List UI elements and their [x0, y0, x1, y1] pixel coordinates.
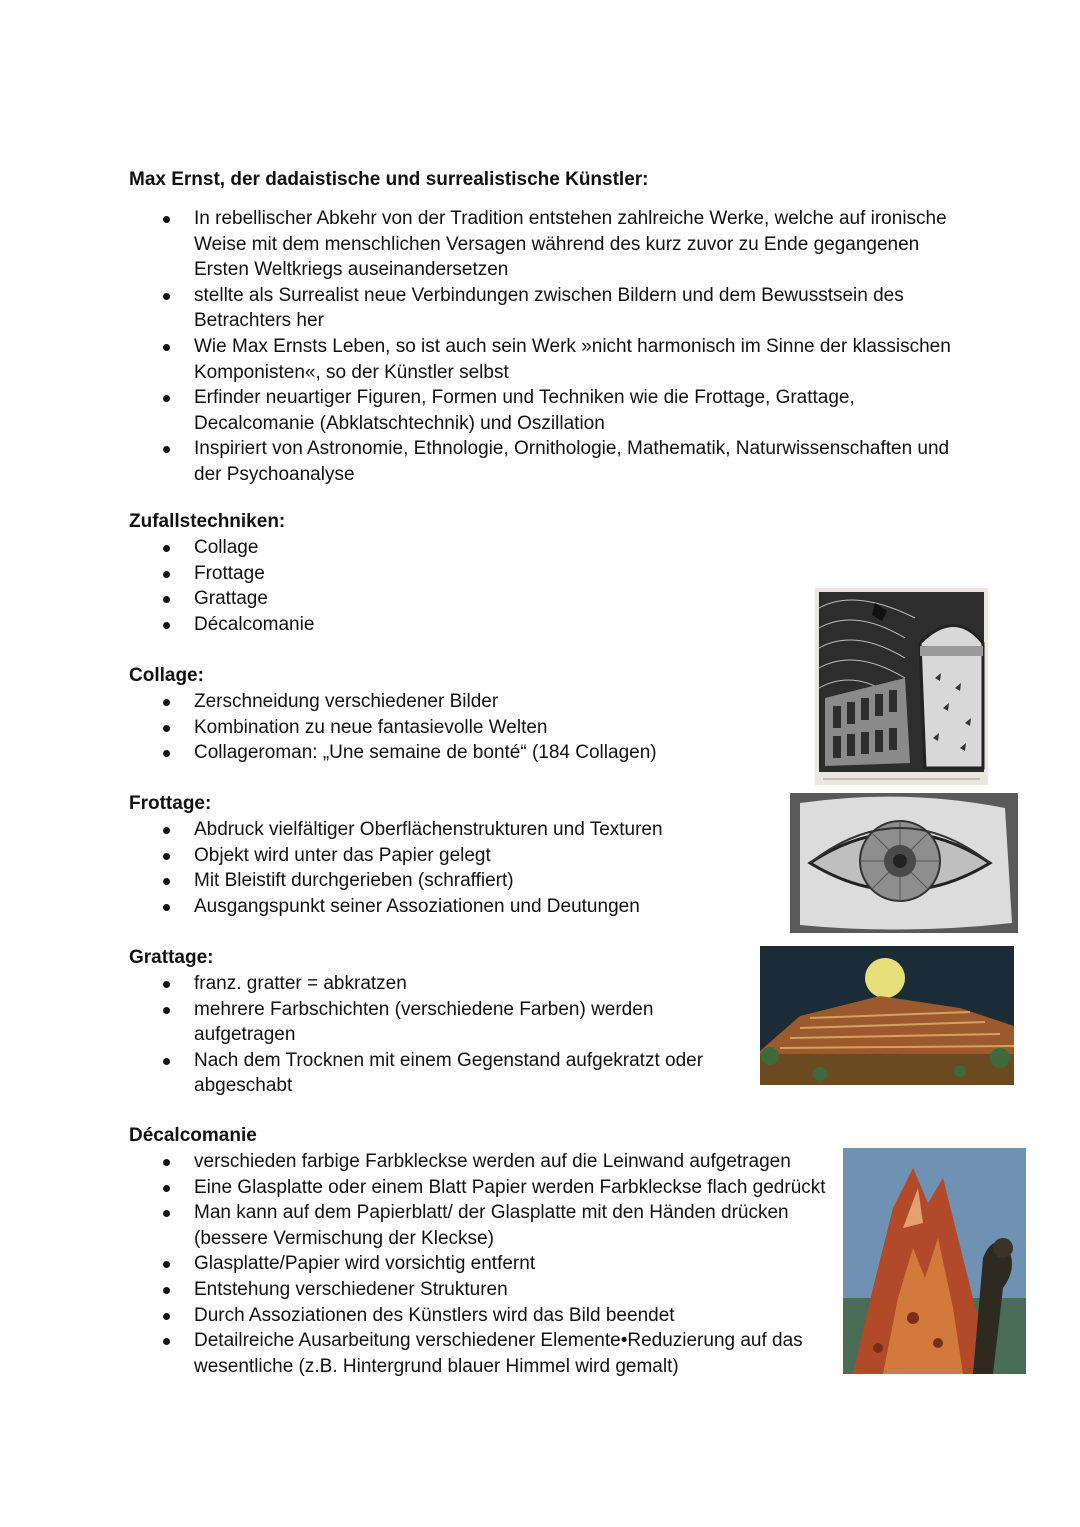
- zufall-list: [0, 535, 700, 637]
- decal-list: [0, 1149, 830, 1379]
- collage-artwork-image: [815, 588, 988, 785]
- list-item: Frottage: [0, 561, 700, 587]
- zufall-heading: Zufallstechniken:: [129, 511, 286, 532]
- grattage-list: [0, 971, 745, 1099]
- list-item: Wie Max Ernsts Leben, so ist auch sein Werk »nicht harmonisch im Sinne der klassischen Komponisten«, so der Künstler selbst: [0, 334, 960, 385]
- list-item: Durch Assoziationen des Künstlers wird das Bild beendet: [0, 1303, 830, 1329]
- list-item: Grattage: [0, 586, 700, 612]
- list-item: Man kann auf dem Papierblatt/ der Glasplatte mit den Händen drücken (bessere Vermischung der Kleckse): [0, 1200, 830, 1251]
- eye-drawing-image: [790, 793, 1018, 933]
- moon-landscape-image: [760, 946, 1014, 1085]
- list-item: Collage: [0, 535, 700, 561]
- list-item: In rebellischer Abkehr von der Tradition entstehen zahlreiche Werke, welche auf ironische Weise mit dem menschlichen Versagen während des kurz zuvor zu Ende gegangenen Ersten Weltkriegs auseinandersetzen: [0, 206, 960, 283]
- list-item: Zerschneidung verschiedener Bilder: [0, 689, 780, 715]
- list-item: Detailreiche Ausarbeitung verschiedener Elemente•Reduzierung auf das wesentliche (z.B. Hintergrund blauer Himmel wird gemalt): [0, 1328, 830, 1379]
- list-item: Décalcomanie: [0, 612, 700, 638]
- list-item: franz. gratter = abkratzen: [0, 971, 745, 997]
- collage-list: [0, 689, 780, 766]
- list-item: Ausgangspunkt seiner Assoziationen und Deutungen: [0, 894, 780, 920]
- collage-heading: Collage:: [129, 665, 204, 686]
- list-item: Inspiriert von Astronomie, Ethnologie, Ornithologie, Mathematik, Naturwissenschaften und der Psychoanalyse: [0, 436, 960, 487]
- list-item: Kombination zu neue fantasievolle Welten: [0, 715, 780, 741]
- grattage-heading: Grattage:: [129, 947, 214, 968]
- rock-formation-image: [843, 1148, 1026, 1374]
- list-item: Mit Bleistift durchgerieben (schraffiert): [0, 868, 780, 894]
- list-item: Collageroman: „Une semaine de bonté“ (184 Collagen): [0, 740, 780, 766]
- list-item: verschieden farbige Farbkleckse werden auf die Leinwand aufgetragen: [0, 1149, 830, 1175]
- decal-heading: Décalcomanie: [129, 1125, 257, 1146]
- list-item: mehrere Farbschichten (verschiedene Farben) werden aufgetragen: [0, 997, 745, 1048]
- list-item: Objekt wird unter das Papier gelegt: [0, 843, 780, 869]
- list-item: Eine Glasplatte oder einem Blatt Papier werden Farbkleckse flach gedrückt: [0, 1175, 830, 1201]
- list-item: Nach dem Trocknen mit einem Gegenstand aufgekratzt oder abgeschabt: [0, 1048, 745, 1099]
- list-item: Glasplatte/Papier wird vorsichtig entfernt: [0, 1251, 830, 1277]
- intro-list: [0, 206, 960, 488]
- list-item: Erfinder neuartiger Figuren, Formen und Techniken wie die Frottage, Grattage, Decalcomanie (Abklatschtechnik) und Oszillation: [0, 385, 960, 436]
- intro-heading: Max Ernst, der dadaistische und surrealistische Künstler:: [129, 169, 649, 190]
- list-item: Abdruck vielfältiger Oberflächenstrukturen und Texturen: [0, 817, 780, 843]
- frottage-list: [0, 817, 780, 919]
- frottage-heading: Frottage:: [129, 793, 212, 814]
- list-item: stellte als Surrealist neue Verbindungen zwischen Bildern und dem Bewusstsein des Betrachters her: [0, 283, 960, 334]
- list-item: Entstehung verschiedener Strukturen: [0, 1277, 830, 1303]
